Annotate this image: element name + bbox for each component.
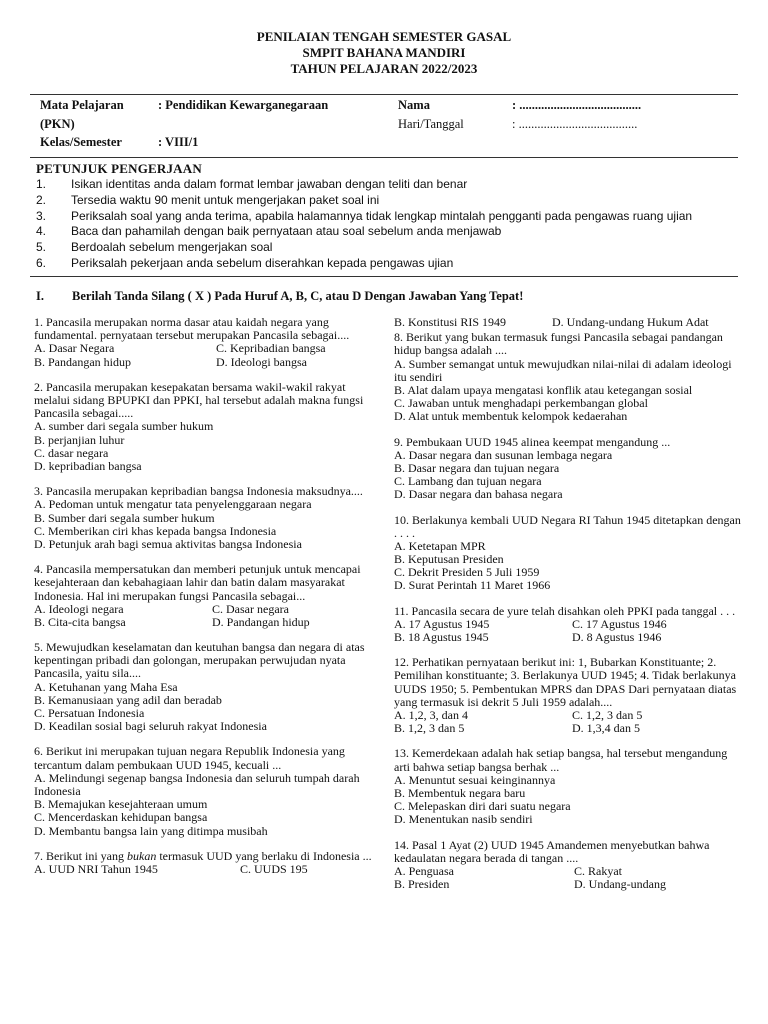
question-10	[394, 514, 742, 593]
date-value: : ......................................	[512, 116, 638, 131]
subject-value: : Pendidikan Kewarganegaraan	[158, 98, 329, 112]
question-text: 13. Kemerdekaan adalah hak setiap bangsa, hal tersebut mengandung arti bahwa setiap bangsa berhak ...	[394, 746, 728, 774]
option-d: D. Petunjuk arah bagi semua aktivitas bangsa Indonesia	[34, 536, 302, 551]
option-a: A. Sumber semangat untuk mewujudkan nilai-nilai di adalam ideologi itu sendiri	[394, 356, 732, 384]
instructions-list	[36, 177, 736, 272]
option-d: D. Pandangan hidup	[212, 614, 310, 629]
option-a: A. 17 Agustus 1945	[394, 616, 490, 631]
option-b: B. Alat dalam upaya mengatasi konflik atau ketegangan sosial	[394, 383, 693, 397]
instruction-item: 1. Isikan identitas anda dalam format lembar jawaban dengan teliti dan benar	[36, 177, 468, 191]
question-text: 7. Berikut ini yang bukan termasuk UUD yang berlaku di Indonesia ...	[34, 848, 372, 863]
option-c: C. 17 Agustus 1946	[572, 616, 667, 631]
option-b: B. perjanjian luhur	[34, 432, 125, 447]
question-text: 9. Pembukaan UUD 1945 alinea keempat mengandung ...	[394, 434, 671, 449]
option-c: C. 1,2, 3 dan 5	[572, 708, 643, 723]
option-a: A. Penguasa	[394, 864, 454, 878]
option-b: B. Pandangan hidup	[34, 354, 131, 369]
option-d: D. Ideologi bangsa	[216, 354, 307, 369]
header-school: SMPIT BAHANA MANDIRI	[302, 45, 466, 60]
option-d: D. Alat untuk membentuk kelompok kedaerahan	[394, 409, 628, 424]
option-d: D. Surat Perintah 11 Maret 1966	[394, 578, 551, 593]
option-c: C. Rakyat	[574, 864, 622, 878]
option-c: C. Melepaskan diri dari suatu negara	[394, 799, 571, 814]
option-d: D. 8 Agustus 1946	[572, 630, 662, 645]
question-12	[394, 656, 742, 735]
option-b: B. 1,2, 3 dan 5	[394, 721, 465, 736]
option-d: D. Membantu bangsa lain yang ditimpa musibah	[34, 823, 268, 838]
option-b: B. Keputusan Presiden	[394, 552, 504, 567]
divider-top	[30, 94, 738, 95]
question-text: 12. Perhatikan pernyataan berikut ini: 1, Bubarkan Konstituante; 2. Pemilihan konstituante; 3. Berlakunya UUD 1945; 4. Tidak berlakunya UUDS 1950; 5. Pembentukan MPRS dan DPAS Dari pernyataan diatas yang termasuk isi dekrit 5 Juli 1959 adalah....	[394, 655, 737, 709]
question-6	[34, 745, 382, 837]
option-d: D. 1,3,4 dan 5	[572, 721, 640, 736]
instruction-item: 3. Periksalah soal yang anda terima, apabila halamannya tidak lengkap mintalah pengganti pada pengawas ruang ujian	[36, 208, 693, 223]
option-a: A. UUD NRI Tahun 1945	[34, 862, 158, 877]
option-a: A. Dasar Negara	[34, 341, 115, 356]
option-a: A. Menuntut sesuai keinginannya	[394, 772, 556, 787]
option-c: C. dasar negara	[34, 445, 109, 460]
option-c: C. Dekrit Presiden 5 Juli 1959	[394, 565, 540, 580]
header-title: PENILAIAN TENGAH SEMESTER GASAL	[256, 29, 512, 44]
option-c: C. Mencerdaskan kehidupan bangsa	[34, 810, 208, 825]
option-d: D. kepribadian bangsa	[34, 458, 142, 473]
question-text: 4. Pancasila mempersatukan dan memberi petunjuk untuk mencapai kesejahteraan dan kebahagiaan lahir dan batin dalam masyarakat Indonesia. Hal ini merupakan fungsi Pancasila sebagai...	[34, 562, 361, 603]
divider-mid	[30, 157, 738, 158]
emphasis-word: bukan	[127, 848, 157, 863]
option-c: C. Lambang dan tujuan negara	[394, 474, 542, 489]
option-a: A. Melindungi segenap bangsa Indonesia dan seluruh tumpah darah Indonesia	[34, 770, 360, 799]
question-2	[34, 381, 382, 473]
option-d: D. Undang-undang	[574, 877, 666, 892]
exam-header	[0, 29, 768, 77]
question-text: 5. Mewujudkan keselamatan dan keutuhan bangsa dan negara di atas kepentingan pribadi dan golongan, merupakan perwujudan nyata Pancasila, yaitu sila....	[34, 640, 365, 681]
option-b: B. Membentuk negara baru	[394, 786, 526, 801]
option-d: D. Undang-undang Hukum Adat	[552, 315, 709, 329]
identity-block	[40, 96, 730, 152]
question-3	[34, 485, 382, 551]
option-a: A. Ideologi negara	[34, 601, 124, 616]
section-instruction: Berilah Tanda Silang ( X ) Pada Huruf A, B, C, atau D Dengan Jawaban Yang Tepat!	[72, 289, 524, 303]
question-text: 8. Berikut yang bukan termasuk fungsi Pancasila sebagai pandangan hidup bangsa adalah ....	[394, 330, 723, 358]
class-value: : VIII/1	[158, 135, 199, 149]
option-d: D. Keadilan sosial bagi seluruh rakyat Indonesia	[34, 719, 267, 734]
option-a: A. Pedoman untuk mengatur tata penyelenggaraan negara	[34, 497, 312, 512]
question-text: 2. Pancasila merupakan kesepakatan bersama wakil-wakil rakyat melalui sidang BPUPKI dan PPKI, hal tersebut adalah makna fungsi Pancasila sebagai.....	[34, 379, 364, 421]
question-5	[34, 641, 382, 733]
question-4	[34, 563, 382, 629]
question-11	[394, 605, 742, 645]
question-text: 10. Berlakunya kembali UUD Negara RI Tahun 1945 ditetapkan dengan . . . .	[394, 512, 741, 540]
header-year: TAHUN PELAJARAN 2022/2023	[290, 61, 478, 76]
option-c: C. Dasar negara	[212, 601, 289, 616]
option-c: C. Kepribadian bangsa	[216, 341, 326, 356]
option-a: A. Ketetapan MPR	[394, 538, 486, 553]
subject-label-2: (PKN)	[40, 116, 75, 131]
questions-right-column	[394, 316, 742, 903]
option-b: B. Cita-cita bangsa	[34, 614, 126, 629]
option-c: C. UUDS 195	[240, 862, 308, 877]
class-label: Kelas/Semester	[40, 135, 122, 149]
option-c: C. Persatuan Indonesia	[34, 706, 145, 721]
option-b: B. Konstitusi RIS 1949	[394, 315, 507, 329]
option-a: A. Dasar negara dan susunan lembaga negara	[394, 447, 613, 462]
question-8	[394, 331, 742, 423]
question-text: 11. Pancasila secara de yure telah disahkan oleh PPKI pada tanggal . . .	[394, 603, 736, 618]
question-9	[394, 436, 742, 502]
question-text: 14. Pasal 1 Ayat (2) UUD 1945 Amandemen menyebutkan bahwa kedaulatan negara berada di tangan ....	[394, 837, 710, 865]
question-13	[394, 747, 742, 826]
questions-left-column	[34, 316, 382, 888]
option-d: D. Menentukan nasib sendiri	[394, 812, 533, 827]
question-7	[34, 850, 382, 876]
instructions-title: PETUNJUK PENGERJAAN	[36, 161, 202, 176]
question-text: 6. Berikut ini merupakan tujuan negara Republik Indonesia yang tercantum dalam pembukaan UUD 1945, kecuali ...	[34, 744, 345, 772]
option-d: D. Dasar negara dan bahasa negara	[394, 487, 563, 502]
subject-label: Mata Pelajaran	[40, 98, 124, 112]
option-a: A. sumber dari segala sumber hukum	[34, 419, 214, 434]
option-a: A. Ketuhanan yang Maha Esa	[34, 679, 178, 694]
instruction-item: 6. Periksalah pekerjaan anda sebelum diserahkan kepada pengawas ujian	[36, 255, 454, 270]
option-b: B. Presiden	[394, 877, 450, 892]
section-number: I.	[36, 289, 44, 303]
question-text: 1. Pancasila merupakan norma dasar atau kaidah negara yang fundamental. pernyataan tersebut merupakan Pancasila sebagai....	[34, 315, 350, 343]
option-c: C. Memberikan ciri khas kepada bangsa Indonesia	[34, 523, 277, 538]
question-7-continued	[394, 316, 742, 329]
instruction-item: 2. Tersedia waktu 90 menit untuk mengerjakan paket soal ini	[36, 192, 380, 207]
date-label: Hari/Tanggal	[398, 116, 464, 131]
name-label: Nama	[398, 98, 430, 112]
question-1	[34, 316, 382, 369]
instruction-item: 4. Baca dan pahamilah dengan baik pernyataan atau soal sebelum anda menjawab	[36, 224, 502, 239]
option-b: B. Dasar negara dan tujuan negara	[394, 460, 560, 475]
option-b: B. 18 Agustus 1945	[394, 630, 489, 645]
option-b: B. Memajukan kesejahteraan umum	[34, 797, 208, 812]
option-c: C. Jawaban untuk menghadapi perkembangan global	[394, 396, 648, 411]
option-a: A. 1,2, 3, dan 4	[394, 708, 468, 723]
instruction-item: 5. Berdoalah sebelum mengerjakan soal	[36, 240, 273, 255]
question-14	[394, 839, 742, 892]
option-b: B. Sumber dari segala sumber hukum	[34, 510, 215, 525]
divider-bottom	[30, 276, 738, 277]
question-text: 3. Pancasila merupakan kepribadian bangsa Indonesia maksudnya....	[34, 484, 363, 499]
option-b: B. Kemanusiaan yang adil dan beradab	[34, 692, 222, 707]
name-value: : .......................................	[512, 98, 642, 112]
